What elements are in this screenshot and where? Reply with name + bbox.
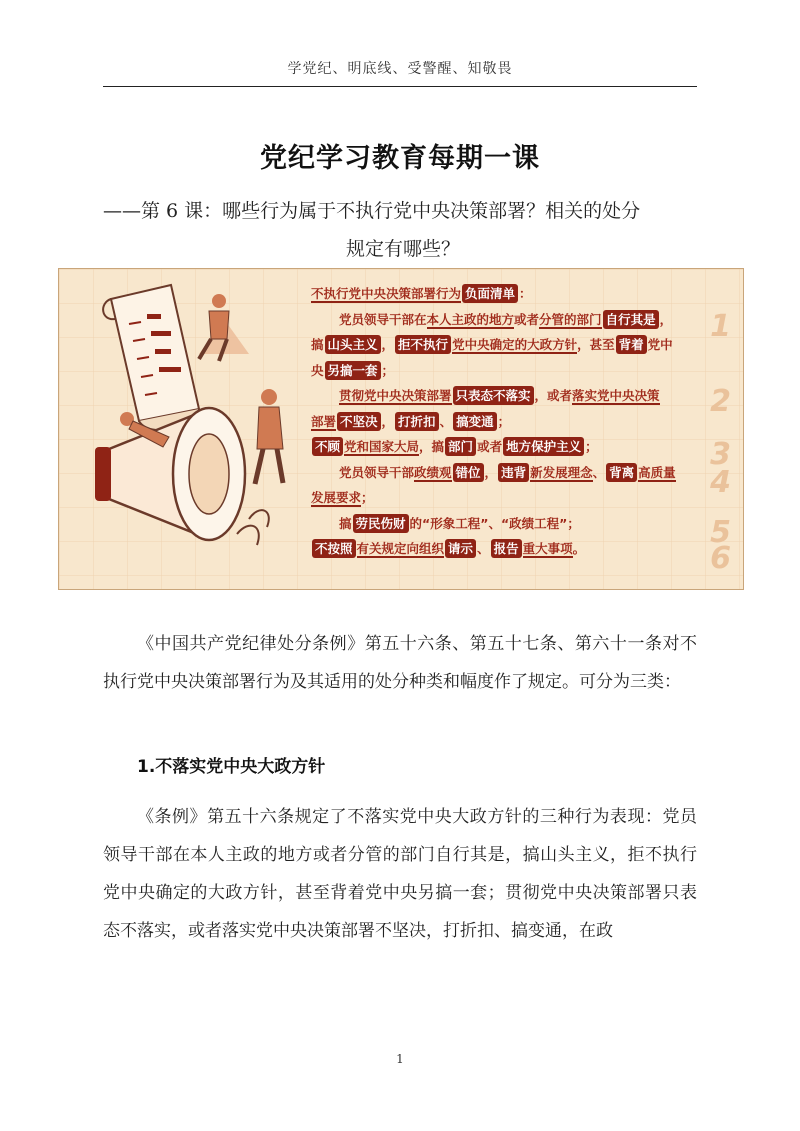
tag: 请示 [445,539,476,558]
subtitle-line-1: ——第 6 课：哪些行为属于不执行党中央决策部署？相关的处分 [103,200,641,222]
item-number-3: 3 [710,437,731,472]
tag: 错位 [453,463,484,482]
text: 部署 [311,413,337,429]
document-subtitle [103,192,703,268]
tag: 违背 [498,463,529,482]
item-number-4: 4 [710,465,731,500]
header-divider [103,86,697,87]
text: ； [497,413,511,429]
tag: 只表态不落实 [453,386,534,405]
item-2-line-2 [311,409,716,435]
negative-list-text [311,281,716,562]
text: 本人主政的地方 [426,311,515,327]
section-heading-1: 1.不落实党中央大政方针 [137,757,326,777]
tag: 背离 [606,463,637,482]
text: ，甚至 [577,337,615,352]
text: 贯彻党中央决策部署 [339,388,452,403]
text: ； [361,490,374,505]
item-number-5: 5 [710,515,731,550]
tag: 劳民伤财 [353,514,409,533]
item-number-6: 6 [710,541,731,576]
item-5-line [311,511,716,537]
tag: 报告 [491,539,522,558]
text: 有关规定向组织 [356,541,445,556]
text: 搞 [311,337,324,352]
item-number-1: 1 [710,309,731,344]
running-header: 学党纪、明底线、受警醒、知敬畏 [287,61,513,77]
item-number-2: 2 [710,384,731,419]
text: 、 [477,541,490,556]
tag: 另搞一套 [325,361,381,380]
item-2-line-1 [311,383,716,409]
negative-list-infographic [58,268,744,590]
intro-colon: ： [519,286,532,301]
tag-negative-list: 负面清单 [462,284,518,303]
text: ，或者 [534,388,573,403]
tag: 不坚决 [337,412,381,431]
tag: 山头主义 [325,335,381,354]
item-6-line [311,536,716,562]
text: 搞 [339,515,352,531]
page-number: 1 [396,1052,404,1066]
text: 重大事项 [522,541,573,556]
text: 落实党中央决策 [572,388,660,403]
tag: 不按照 [312,539,356,558]
text: 分管的部门 [539,311,602,327]
text: 党员领导干部在 [339,311,427,327]
tag: 地方保护主义 [503,437,584,456]
text: 新发展理念 [530,464,593,480]
item-3-line [311,434,716,460]
text: 、 [439,413,453,429]
text: 或者 [514,311,540,327]
text: 政绩观 [414,464,452,480]
item-4-line-2 [311,485,716,511]
intro-text: 不执行党中央决策部署行为 [311,286,462,301]
text: ； [381,362,395,378]
text: 党中 [647,337,673,352]
item-1-line-2 [311,332,716,358]
text: ，搞 [419,439,445,454]
paragraph-1: 《中国共产党纪律处分条例》第五十六条、第五十七条、第六十一条对不执行党中央决策部署行为及其适用的处分种类和幅度作了规定。可分为三类： [103,634,697,692]
text: 党中央确定的大政方针 [452,337,578,352]
text: 或者 [477,439,503,454]
tag: 背着 [616,335,647,354]
text: ， [659,311,673,327]
text: 、 [592,464,606,480]
negative-list-intro [311,281,716,307]
subtitle-line-2: 规定有哪些？ [345,238,460,260]
document-title: 党纪学习教育每期一课 [260,143,540,174]
text: 党员领导干部 [339,464,415,480]
tag: 搞变通 [453,412,497,431]
text: 央 [311,362,324,378]
text: 。 [572,541,586,556]
item-4-line-1 [311,460,716,486]
tag: 打折扣 [395,412,439,431]
tag: 部门 [445,437,476,456]
text: ； [585,439,598,454]
text: 发展要求 [311,490,362,505]
item-1-line-1 [311,307,716,333]
text: 的“形象工程”、“政绩工程”； [409,515,580,531]
text: 高质量 [638,464,676,480]
text: 党和国家大局 [344,439,420,454]
text: ， [484,464,498,480]
tag: 自行其是 [603,310,659,329]
text: ， [381,337,395,352]
tag: 不顾 [312,437,343,456]
tag: 拒不执行 [395,335,451,354]
paragraph-2: 《条例》第五十六条规定了不落实党中央大政方针的三种行为表现：党员领导干部在本人主政的地方或者分管的部门自行其是，搞山头主义，拒不执行党中央确定的大政方针，甚至背着党中央另搞一套；贯彻党中央决策部署只表态不落实，或者落实党中央决策部署不坚决，打折扣、搞变通，在政 [103,807,697,941]
text: ， [381,413,395,429]
item-1-line-3 [311,358,716,384]
